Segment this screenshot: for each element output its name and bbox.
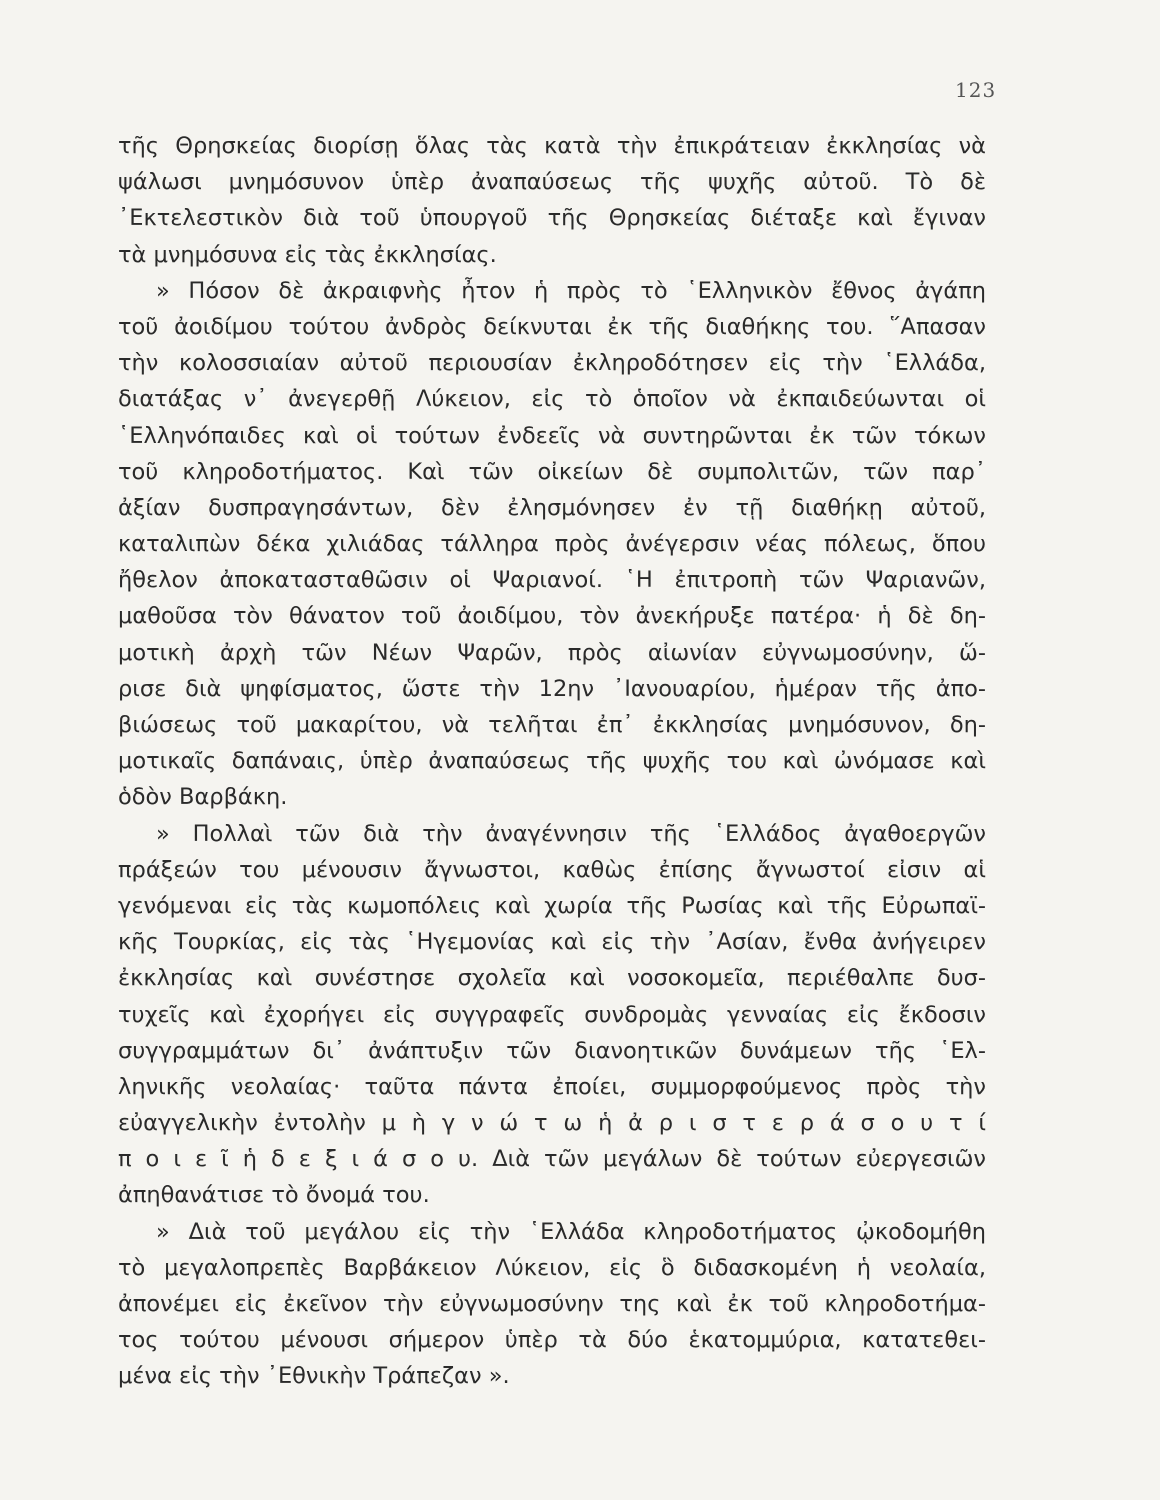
text-line: συγγραμμάτων δι᾿ ἀνάπτυξιν τῶν διανοητικῶν δυνάμεων τῆς ῾Ελ- [118,1037,986,1064]
text-line: εὐαγγελικὴν ἐντολὴν μ ὴ γ ν ώ τ ω ἡ ἀ ρ ι σ τ ε ρ ά σ ο υ τ ί [118,1110,986,1137]
text-line: ἀπονέμει εἰς ἐκεῖνον τὴν εὐγνωμοσύνην της καὶ ἐκ τοῦ κληροδοτήμα- [118,1291,986,1317]
text-line: τὸ μεγαλοπρεπὲς Βαρβάκειον Λύκειον, εἰς ὃ διδασκομένη ἡ νεολαία, [118,1254,986,1281]
text-line: ἀξίαν δυσπραγησάντων, δὲν ἐλησμόνησεν ἐν τῇ διαθήκῃ αὐτοῦ, [118,494,986,521]
text-line: ψάλωσι μνημόσυνον ὑπὲρ ἀναπαύσεως τῆς ψυχῆς αὐτοῦ. Τὸ δὲ [118,169,986,196]
text-line: ῾Ελληνόπαιδες καὶ οἱ τούτων ἐνδεεῖς νὰ συντηρῶνται ἐκ τῶν τόκων [118,422,986,449]
text-line: γενόμεναι εἰς τὰς κωμοπόλεις καὶ χωρία τῆς Ρωσίας καὶ τῆς Εὐρωπαϊ- [118,892,986,919]
text-line: ληνικῆς νεολαίας· ταῦτα πάντα ἐποίει, συμμορφούμενος πρὸς τὴν [118,1073,986,1100]
text-line: ρισε διὰ ψηφίσματος, ὥστε τὴν 12ην ᾿Ιανουαρίου, ἡμέραν τῆς ἀπο- [118,675,986,702]
text-line: πράξεών του μένουσιν ἄγνωστοι, καθὼς ἐπίσης ἄγνωστοί εἰσιν αἱ [118,856,986,883]
text-line: κῆς Τουρκίας, εἰς τὰς ῾Ηγεμονίας καὶ εἰς τὴν ᾿Ασίαν, ἔνθα ἀνήγειρεν [118,929,986,956]
text-line: τοῦ ἀοιδίμου τούτου ἀνδρὸς δείκνυται ἐκ τῆς διαθήκης του. ῞Απασαν [118,313,986,340]
text-line: » Πολλαὶ τῶν διὰ τὴν ἀναγέννησιν τῆς ῾Ελλάδος ἀγαθοεργῶν [156,820,986,847]
text-line: τῆς Θρησκείας διορίσῃ ὅλας τὰς κατὰ τὴν ἐπικράτειαν ἐκκλησίας νὰ [118,133,986,159]
text-line: διατάξας ν᾿ ἀνεγερθῇ Λύκειον, εἰς τὸ ὁποῖον νὰ ἐκπαιδεύωνται οἱ [118,386,986,413]
text-line: μοτικὴ ἀρχὴ τῶν Νέων Ψαρῶν, πρὸς αἰωνίαν εὐγνωμοσύνην, ὥ- [118,639,986,666]
text-line: βιώσεως τοῦ μακαρίτου, νὰ τελῆται ἐπ᾿ ἐκκλησίας μνημόσυνον, δη- [118,712,986,738]
text-line: τος τούτου μένουσι σήμερον ὑπὲρ τὰ δύο ἑκατομμύρια, κατατεθει- [118,1327,986,1354]
text-line: τὴν κολοσσιαίαν αὐτοῦ περιουσίαν ἐκληροδότησεν εἰς τὴν ῾Ελλάδα, [118,350,986,377]
text-line: τυχεῖς καὶ ἐχορήγει εἰς συγγραφεῖς συνδρομὰς γενναίας εἰς ἔκδοσιν [118,1001,986,1028]
text-line: ᾿Εκτελεστικὸν διὰ τοῦ ὑπουργοῦ τῆς Θρησκείας διέταξε καὶ ἔγιναν [118,205,986,232]
text-line: μένα εἰς τὴν ᾿Εθνικὴν Τράπεζαν ». [118,1363,510,1390]
text-line: » Διὰ τοῦ μεγάλου εἰς τὴν ῾Ελλάδα κληροδοτήματος ᾠκοδομήθη [156,1218,986,1245]
paragraph-4 [118,1214,986,1395]
text-line: » Πόσον δὲ ἀκραιφνὴς ἦτον ἡ πρὸς τὸ ῾Ελληνικὸν ἔθνος ἀγάπη [156,277,986,304]
text-line: τοῦ κληροδοτήματος. Καὶ τῶν οἰκείων δὲ συμπολιτῶν, τῶν παρ᾿ [118,458,986,485]
body-text [118,128,986,1395]
text-line: μαθοῦσα τὸν θάνατον τοῦ ἀοιδίμου, τὸν ἀνεκήρυξε πατέρα· ἡ δὲ δη- [118,603,986,630]
text-line: καταλιπὼν δέκα χιλιάδας τάλληρα πρὸς ἀνέγερσιν νέας πόλεως, ὅπου [118,531,986,558]
text-line: μοτικαῖς δαπάναις, ὑπὲρ ἀναπαύσεως τῆς ψυχῆς του καὶ ὠνόμασε καὶ [118,748,986,775]
text-line: ἐκκλησίας καὶ συνέστησε σχολεῖα καὶ νοσοκομεῖα, περιέθαλπε δυσ- [118,965,986,992]
text-line: ἤθελον ἀποκατασταθῶσιν οἱ Ψαριανοί. ῾Η ἐπιτροπὴ τῶν Ψαριανῶν, [118,567,986,594]
text-line: π ο ι ε ῖ ἡ δ ε ξ ι ά σ ο υ. Διὰ τῶν μεγάλων δὲ τούτων εὐεργεσιῶν [118,1146,986,1173]
paragraph-3 [118,816,986,1214]
paragraph-1 [118,128,986,273]
text-line: ὁδὸν Βαρβάκη. [118,784,288,811]
paragraph-2 [118,273,986,816]
text-line: ἀπηθανάτισε τὸ ὄνομά του. [118,1182,430,1209]
text-line: τὰ μνημόσυνα εἰς τὰς ἐκκλησίας. [118,241,497,268]
page-number: 123 [955,78,997,102]
